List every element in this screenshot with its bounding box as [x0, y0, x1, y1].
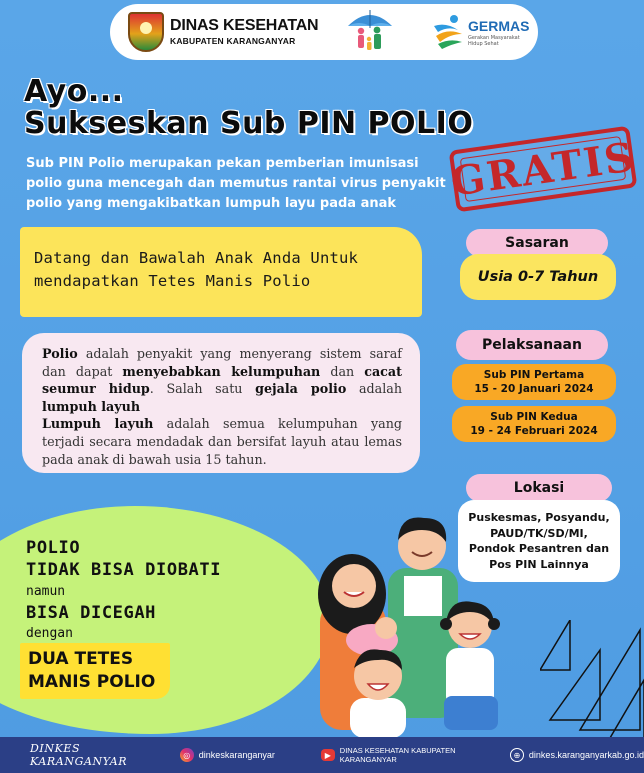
polio-info-card — [22, 333, 420, 473]
boy-body — [350, 698, 406, 738]
polio-text-1: adalah penyakit yang menyerang sistem saraf dan dapat — [42, 346, 402, 379]
gratis-stamp — [449, 126, 638, 213]
youtube-channel: DINAS KESEHATAN KABUPATEN KARANGANYAR — [339, 746, 456, 764]
decorative-triangles — [540, 620, 644, 740]
polio-text-2: dan — [320, 363, 365, 379]
girl-skirt — [444, 696, 498, 730]
page-title — [24, 76, 473, 140]
polio-definition — [42, 345, 402, 415]
slogan-line-5: dengan — [26, 626, 73, 641]
footer-youtube[interactable] — [321, 746, 492, 764]
slogan-line-4: BISA DICEGAH — [26, 603, 157, 623]
instagram-icon: ◎ — [180, 748, 194, 762]
polio-bold-2: cacat seumur hidup — [42, 363, 402, 397]
lumpuh-term: Lumpuh layuh — [42, 416, 154, 432]
slogan-line-2: TIDAK BISA DIOBATI — [26, 560, 222, 580]
dua-tetes-line-1: DUA TETES — [28, 649, 134, 669]
lokasi-line-2: PAUD/TK/SD/MI, — [490, 526, 588, 540]
title-line-2: Sukseskan Sub PIN POLIO — [24, 106, 474, 141]
sasaran-value: Usia 0-7 Tahun — [460, 254, 616, 300]
germas-logo — [432, 12, 532, 52]
dua-tetes-box — [20, 643, 170, 699]
polio-text-4: adalah — [346, 381, 403, 397]
sub-pin-second-date: 19 - 24 Februari 2024 — [470, 425, 598, 437]
lokasi-line-1: Puskesmas, Posyandu, — [468, 511, 610, 524]
website-url: dinkes.karanganyarkab.go.id — [528, 750, 644, 760]
family-umbrella-icon — [344, 6, 396, 56]
dua-tetes-line-2: MANIS POLIO — [28, 672, 156, 692]
lumpuh-layuh-definition — [42, 415, 402, 468]
regency-seal-icon — [128, 12, 164, 52]
lokasi-label: Lokasi — [466, 474, 612, 502]
sub-pin-second — [452, 406, 616, 442]
polio-bold-4: lumpuh layuh — [42, 398, 141, 414]
youtube-icon: ▶ — [321, 749, 335, 761]
dinas-title: DINAS KESEHATAN — [170, 17, 319, 35]
mother-head — [332, 564, 376, 608]
footer-brand: DINKES KARANGANYAR — [30, 742, 128, 768]
banner-line-1: Datang dan Bawalah Anak Anda Untuk — [34, 249, 359, 267]
germas-logo-icon — [432, 12, 466, 50]
baby-head — [375, 617, 397, 639]
sub-pin-first-date: 15 - 20 Januari 2024 — [474, 383, 594, 395]
father-collar — [404, 576, 442, 616]
footer-instagram[interactable] — [180, 748, 275, 762]
sub-pin-second-name: Sub PIN Kedua — [490, 411, 578, 423]
globe-icon: ⊕ — [510, 748, 524, 762]
polio-bold-3: gejala polio — [255, 381, 347, 397]
slogan-line-1: POLIO — [26, 538, 81, 558]
germas-subtitle: Gerakan Masyarakat Hidup Sehat — [468, 35, 520, 47]
family-illustration — [300, 508, 540, 738]
lumpuh-text: adalah semua kelumpuhan yang terjadi secara mendadak dan bersifat layuh atau lemas pada anak di bawah usia 15 tahun. — [42, 416, 402, 467]
sub-pin-first — [452, 364, 616, 400]
footer-bar — [0, 737, 644, 773]
polio-bold-1: menyebabkan kelumpuhan — [122, 363, 321, 379]
banner-line-2: mendapatkan Tetes Manis Polio — [34, 272, 311, 290]
dinas-subtitle: KABUPATEN KARANGANYAR — [170, 36, 296, 47]
dinas-logo-text — [170, 18, 318, 46]
instagram-handle: dinkeskaranganyar — [198, 750, 275, 760]
sub-pin-first-name: Sub PIN Pertama — [483, 369, 585, 381]
germas-title: GERMAS — [468, 18, 530, 34]
title-line-1: Ayo... — [24, 74, 124, 109]
polio-term: Polio — [42, 346, 78, 361]
intro-text: Sub PIN Polio merupakan pekan pemberian imunisasi polio guna mencegah dan memutus rantai virus penyakit polio yang mengakibatkan lumpuh layu pada anak — [26, 156, 446, 211]
slogan-line-3: namun — [26, 584, 66, 599]
lokasi-line-4: Pos PIN Lainnya — [489, 557, 589, 571]
call-to-action-banner — [20, 227, 422, 317]
footer-website[interactable] — [510, 748, 644, 762]
header-bar — [110, 4, 538, 60]
gratis-stamp-text: GRATIS — [447, 132, 639, 206]
sasaran-label: Sasaran — [466, 229, 608, 257]
lokasi-line-3: Pondok Pesantren dan — [468, 542, 610, 555]
pelaksanaan-label: Pelaksanaan — [456, 330, 608, 360]
polio-text-3: . Salah satu — [149, 381, 256, 397]
